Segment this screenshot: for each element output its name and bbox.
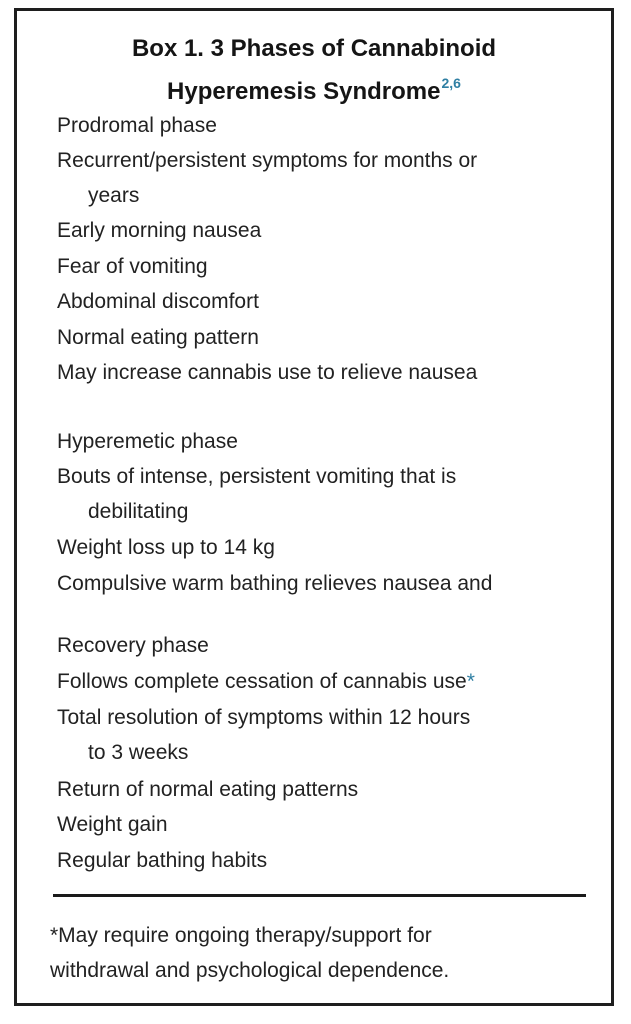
hyperemetic-item-vomiting-bouts-continued: debilitating <box>88 500 189 523</box>
prodromal-item-recurrent-symptoms-continued: years <box>88 184 140 207</box>
recovery-item-normal-eating: Return of normal eating patterns <box>57 778 359 801</box>
recovery-item-bathing-habits: Regular bathing habits <box>57 849 268 872</box>
footnote-divider <box>53 894 586 897</box>
recovery-item-resolution: Total resolution of symptoms within 12 hours <box>57 706 471 729</box>
prodromal-item-early-morning-nausea: Early morning nausea <box>57 219 262 242</box>
recovery-item-cessation-text: Follows complete cessation of cannabis use <box>57 670 467 693</box>
box-title <box>17 31 611 109</box>
recovery-item-resolution-continued: to 3 weeks <box>88 741 189 764</box>
box-title-line-2-text: Hyperemesis Syndrome <box>167 78 441 105</box>
prodromal-item-abdominal-discomfort: Abdominal discomfort <box>57 290 259 313</box>
info-box <box>14 8 614 1006</box>
prodromal-item-increase-cannabis: May increase cannabis use to relieve nausea <box>57 361 478 384</box>
prodromal-item-recurrent-symptoms: Recurrent/persistent symptoms for months or <box>57 149 478 172</box>
recovery-item-weight-gain: Weight gain <box>57 813 168 836</box>
recovery-item-cessation <box>57 669 475 695</box>
prodromal-phase-heading: Prodromal phase <box>57 114 217 137</box>
prodromal-item-fear-of-vomiting: Fear of vomiting <box>57 255 208 278</box>
hyperemetic-item-vomiting-bouts: Bouts of intense, persistent vomiting that is <box>57 465 457 488</box>
prodromal-item-normal-eating: Normal eating pattern <box>57 326 259 349</box>
hyperemetic-item-warm-bathing: Compulsive warm bathing relieves nausea and <box>57 572 493 595</box>
hyperemetic-item-weight-loss: Weight loss up to 14 kg <box>57 536 275 559</box>
box-title-line-1: Box 1. 3 Phases of Cannabinoid <box>131 35 497 62</box>
hyperemetic-phase-heading: Hyperemetic phase <box>57 430 238 453</box>
footnote-line-2: withdrawal and psychological dependence. <box>50 959 450 982</box>
title-reference-superscript: 2,6 <box>441 75 461 91</box>
footnote-marker: * <box>466 670 475 693</box>
recovery-phase-heading: Recovery phase <box>57 634 209 657</box>
footnote-line-1: *May require ongoing therapy/support for <box>50 924 432 947</box>
box-title-line-2 <box>17 66 611 109</box>
